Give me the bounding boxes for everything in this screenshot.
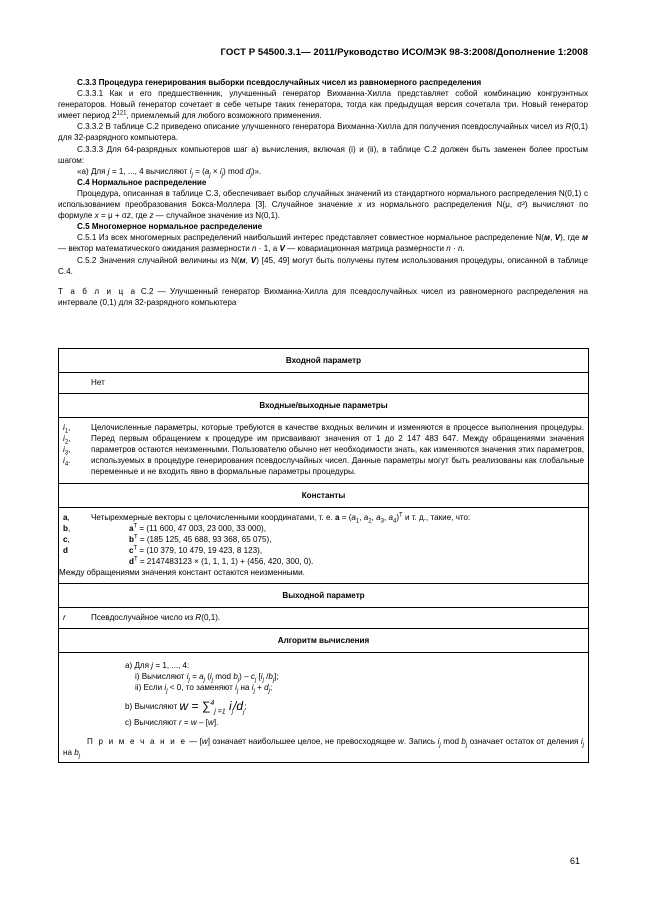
body-text bbox=[58, 77, 588, 308]
section-c4-heading: С.4 Нормальное распределение bbox=[77, 177, 207, 187]
output-param-header: Выходной параметр bbox=[59, 584, 589, 608]
io-param-labels: $i_1$, $i_2$, $i_3$, $i_4$. bbox=[63, 423, 71, 468]
constants-cell bbox=[59, 508, 588, 584]
constants-labels: a, b, c, d bbox=[63, 512, 71, 555]
output-param-text: Псевдослучайное число из R(0,1). bbox=[91, 613, 221, 623]
section-c5-heading: С.5 Многомерное нормальное распределение bbox=[77, 222, 263, 232]
io-params-cell bbox=[59, 418, 588, 482]
algorithm-steps: а) Для j = 1, ..., 4: i) Вычисляют $i_j = a_j$ ($i_j$ mod $b_j) - c_j$ [$i_j$ $/b_j$]; ii) Если $i_j < 0$, то заменяют $i_j$ на $i_j + d_j$; b) Вычисляют w = ∑$^4_{j =1}$ $i_j/d_j$; с) Вычисляют r = w – [w]. bbox=[125, 661, 279, 728]
paragraph-c52: С.5.2 Значения случайной величины из N(м, V) [45, 49] могут быть получены путем использования процедуры, описанной в таблице С.4. bbox=[58, 255, 589, 276]
constants-header: Константы bbox=[59, 483, 589, 507]
section-c33-heading: С.3.3 Процедура генерирования выборки псевдослучайных чисел из равномерного распределения bbox=[77, 78, 482, 87]
paragraph-c333-quote: «а) Для j = 1, ..., 4 вычисляют $i_j = (a_j \times i_j)$ mod $d_j$)». bbox=[77, 166, 262, 179]
wichmann-hill-table bbox=[58, 348, 589, 763]
constants-vectors: $a^T = (11$ 600, 47 003, 23 000, 33 000), $b^T = (185$ 125, 45 688, 93 368, 65 075), $c^T = (10$ 379, 10 479, 19 423, 8 123), $d^T = 2147483123 \times (1$, 1, 1, 1) + (456, 420, 300, 0). bbox=[129, 522, 314, 566]
algorithm-header: Алгоритм вычисления bbox=[59, 629, 589, 653]
paragraph-c332: С.3.3.2 В таблице С.2 приведено описание улучшенного генератора Вихманна-Хилла для получения псевдослучайных чисел из R(0,1) для 32-разрядного компьютера. bbox=[58, 122, 588, 143]
paragraph-c51: С.5.1 Из всех многомерных распределений наибольший интерес представляет совместное нормальное распределение N(м, V), где м — вектор математического ожидания размерности n · 1, а V — ковариационная матрица размерности n · n. bbox=[58, 233, 589, 254]
input-param-header: Входной параметр bbox=[59, 349, 589, 373]
paragraph-c331: С.3.3.1 Как и его предшественник, улучшенный генератор Вихманна-Хилла представляет собой комбинацию конгруэнтных генераторов. Новый генератор сочетает в себе четыре таких генератора, тогда как предыдущая версия сочетала три. Новый генератор имеет период $2^{121}$, приемлемый для любого возможного применения. bbox=[58, 89, 588, 121]
paragraph-c333: С.3.3.3 Для 64-разрядных компьютеров шаг а) вычисления, включая (i) и (ii), в таблице С.2 должен быть заменен более простым шагом: bbox=[58, 144, 588, 165]
output-param-cell: r Псевдослучайное число из R(0,1). bbox=[59, 608, 588, 628]
input-param-value: Нет bbox=[91, 378, 105, 387]
algorithm-note: П р и м е ч а н и е — [w] означает наибольшее целое, не превосходящее w. Запись $i_j$ mod $b_j$ означает остаток от деления $i_j$ на $b_j$ bbox=[63, 737, 584, 760]
constants-footer: Между обращениями значения констант остаются неизменными. bbox=[59, 568, 305, 578]
algorithm-cell bbox=[59, 653, 588, 762]
paragraph-c4: Процедура, описанная в таблице С.3, обеспечивает выбор случайных значений из стандартного нормального распределения N(0,1) с использованием преобразования Бокса-Моллера [3]. Случайное значение x из нормального распределения N(μ, σ²) вычисляют по формуле x = μ + σz, где z — случайное значение из N(0,1). bbox=[58, 188, 588, 221]
page-number: 61 bbox=[570, 856, 581, 866]
io-params-header: Входные/выходные параметры bbox=[59, 394, 589, 418]
io-params-text: Целочисленные параметры, которые требуются в качестве входных величин и изменяются в процессе выполнения процедуры. Перед первым обращением к процедуре им присваивают значения от 1 до 2 147 483 647. Между обращениями значения параметров остаются неизменными. Пользователю обычно нет необходимости знать, как изменяются значения этих параметров, используемых в процедуре генерирования псевдослучайных чисел. Данные параметры могут быть реализованы как глобальные переменные и не входить явно в формальные параметры процедуры. bbox=[91, 423, 584, 477]
table-caption: Т а б л и ц а С.2 — Улучшенный генератор Вихманна-Хилла для псевдослучайных чисел из равномерного распределения на интервале (0,1) для 32-разрядного компьютера bbox=[58, 286, 588, 307]
constants-text: Четырехмерные векторы с целочисленными координатами, т. е. $a = (a_1$, $a_2$, $a_3$, $a_4)^T$ и т. д., такие, что: bbox=[91, 511, 471, 525]
document-header: ГОСТ Р 54500.3.1— 2011/Руководство ИСО/МЭК 98-3:2008/Дополнение 1:2008 bbox=[220, 47, 588, 58]
